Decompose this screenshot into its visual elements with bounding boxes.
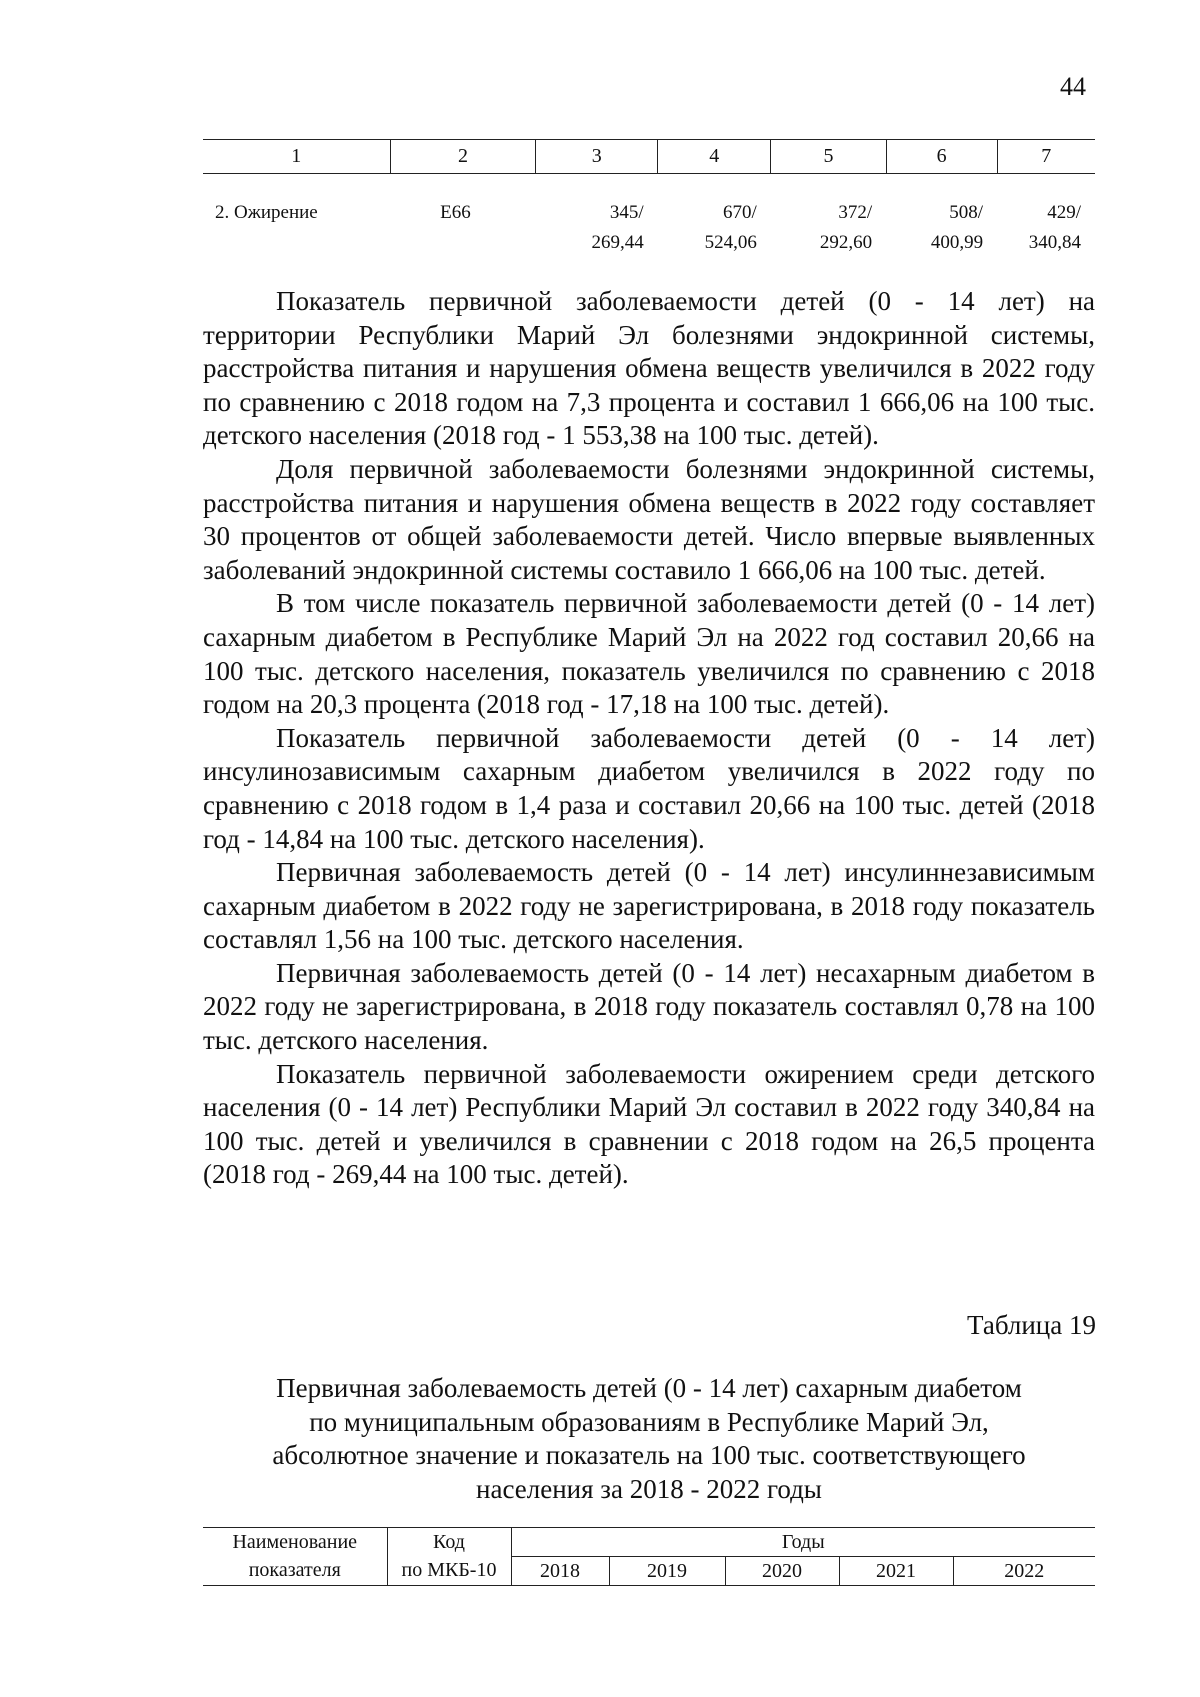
year-header: 2019 (609, 1557, 725, 1586)
paragraph: В том числе показатель первичной заболеваемости детей (0 - 14 лет) сахарным диабетом в Республике Марий Эл на 2022 год составил 20,66 на 100 тыс. детского населения, показатель увеличился по сравнению с 2018 годом на 20,3 процента (2018 год - 17,18 на 100 тыс. детей). (203, 588, 1095, 720)
rate-value: 340,84 (1028, 232, 1081, 253)
value-cell (771, 174, 886, 260)
absolute-value: 372/ (838, 202, 873, 223)
table-row (203, 174, 1095, 260)
value-cell (536, 174, 658, 260)
rate-value: 269,44 (591, 232, 644, 253)
code-header: Код (387, 1528, 511, 1557)
continuation-table (203, 139, 1095, 259)
name-header: Наименование (232, 1530, 358, 1553)
header-row (203, 1528, 1095, 1557)
years-header: Годы (511, 1528, 1095, 1557)
table-label: Таблица 19 (967, 1310, 1096, 1340)
name-header: показателя (248, 1559, 341, 1582)
rate-value: 524,06 (704, 232, 757, 253)
year-header: 2018 (511, 1557, 609, 1586)
column-number: 6 (886, 140, 997, 174)
year-header: 2022 (953, 1557, 1095, 1586)
code-header: по МКБ-10 (387, 1557, 511, 1586)
column-number: 4 (658, 140, 771, 174)
rate-value: 400,99 (930, 232, 984, 253)
value-cell (658, 174, 771, 260)
row-name: 2. Ожирение (215, 202, 318, 223)
column-number: 3 (536, 140, 658, 174)
table-title-line: абсолютное значение и показатель на 100 тыс. соответствующего (272, 1440, 1026, 1471)
column-number: 1 (291, 145, 302, 167)
value-cell (997, 174, 1095, 260)
value-cell (886, 174, 997, 260)
year-header: 2020 (725, 1557, 839, 1586)
paragraph: Первичная заболеваемость детей (0 - 14 лет) несахарным диабетом в 2022 году не зарегистрирована, в 2018 году показатель составлял 0,78 на 100 тыс. детского населения. (203, 957, 1095, 1056)
rate-value: 292,60 (819, 232, 873, 253)
body-text (203, 285, 1095, 1192)
table-title (203, 1372, 1095, 1506)
row-code: E66 (440, 202, 471, 223)
incidence-table-header (203, 1527, 1095, 1586)
absolute-value: 670/ (723, 202, 757, 223)
paragraph: Доля первичной заболеваемости болезнями эндокринной системы, расстройства питания и нарушения обмена веществ в 2022 году составляет 30 процентов от общей заболеваемости детей. Число впервые выявленных заболеваний эндокринной системы составило 1 666,06 на 100 тыс. детей. (203, 453, 1095, 585)
absolute-value: 429/ (1047, 202, 1081, 223)
table-title-line: населения за 2018 - 2022 годы (476, 1473, 822, 1504)
header-row (203, 1557, 1095, 1586)
table-title-line: по муниципальным образованиям в Республике Марий Эл, (309, 1406, 989, 1437)
paragraph: Первичная заболеваемость детей (0 - 14 лет) инсулиннезависимым сахарным диабетом в 2022 году не зарегистрирована, в 2018 году показатель составлял 1,56 на 100 тыс. детского населения. (203, 857, 1095, 955)
table-title-line: Первичная заболеваемость детей (0 - 14 лет) сахарным диабетом (276, 1373, 1022, 1403)
column-number: 7 (997, 140, 1095, 174)
page-number: 44 (1060, 72, 1086, 101)
paragraph: Показатель первичной заболеваемости детей (0 - 14 лет) инсулинозависимым сахарным диабетом увеличился в 2022 году по сравнению с 2018 годом в 1,4 раза и составил 20,66 на 100 тыс. детей (2018 год - 14,84 на 100 тыс. детского населения). (203, 722, 1095, 854)
column-number-row (203, 140, 1095, 174)
absolute-value: 508/ (949, 202, 984, 223)
paragraph: Показатель первичной заболеваемости ожирением среди детского населения (0 - 14 лет) Республики Марий Эл составил в 2022 году 340,84 на 100 тыс. детей и увеличился в сравнении с 2018 годом на 26,5 процента (2018 год - 269,44 на 100 тыс. детей). (203, 1058, 1095, 1190)
column-number: 5 (771, 140, 886, 174)
year-header: 2021 (839, 1557, 953, 1586)
column-number: 2 (390, 140, 536, 174)
paragraph: Показатель первичной заболеваемости детей (0 - 14 лет) на территории Республики Марий Эл болезнями эндокринной системы, расстройства питания и нарушения обмена веществ увеличился в 2022 году по сравнению с 2018 годом на 7,3 процента и составил 1 666,06 на 100 тыс. детского населения (2018 год - 1 553,38 на 100 тыс. детей). (203, 286, 1095, 451)
absolute-value: 345/ (609, 202, 644, 223)
